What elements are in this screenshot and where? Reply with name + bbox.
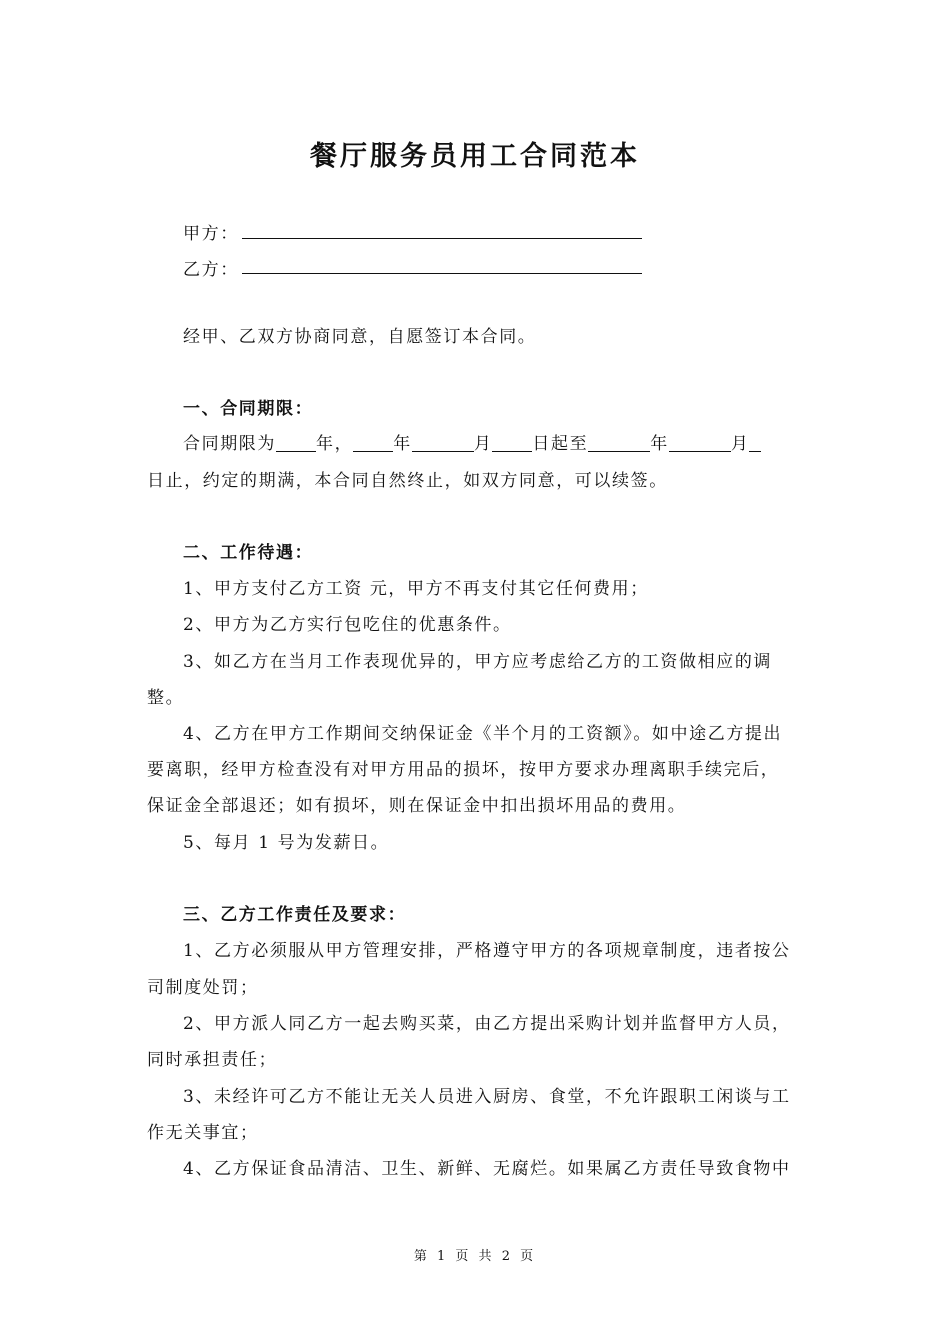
- blank-field: [412, 435, 474, 452]
- section3-item3-line2: 作无关事宜；: [147, 1123, 259, 1143]
- section2-item2: 2、甲方为乙方实行包吃住的优惠条件。: [183, 615, 512, 635]
- party-b-blank: [242, 272, 642, 274]
- party-a-label: 甲方：: [183, 224, 239, 244]
- section2-item1: 1、甲方支付乙方工资 元，甲方不再支付其它任何费用；: [183, 579, 649, 599]
- blank-field: [588, 435, 650, 452]
- section2-item4-line3: 保证金全部退还；如有损坏，则在保证金中扣出损坏用品的费用。: [147, 796, 687, 816]
- blank-field: [276, 435, 316, 452]
- section1-heading: 一、合同期限：: [183, 399, 314, 419]
- section2-item3-line1: 3、如乙方在当月工作表现优异的，甲方应考虑给乙方的工资做相应的调: [183, 652, 773, 672]
- blank-field: [353, 435, 393, 452]
- party-a-blank: [242, 237, 642, 239]
- section3-heading: 三、乙方工作责任及要求：: [183, 905, 407, 925]
- section3-item2-line1: 2、甲方派人同乙方一起去购买菜，由乙方提出采购计划并监督甲方人员，: [183, 1014, 791, 1034]
- section3-item1-line1: 1、乙方必须服从甲方管理安排，严格遵守甲方的各项规章制度，违者按公: [183, 941, 791, 961]
- blank-field: [492, 435, 532, 452]
- section2-item5: 5、每月 1 号为发薪日。: [183, 833, 390, 853]
- party-b-label: 乙方：: [183, 260, 239, 280]
- term-text: 年: [393, 434, 412, 454]
- blank-field: [749, 435, 761, 452]
- section3-item2-line2: 同时承担责任；: [147, 1050, 278, 1070]
- section2-item3-line2: 整。: [147, 688, 185, 708]
- term-text: 年: [650, 434, 669, 454]
- term-text: 月: [473, 434, 493, 454]
- term-line-2: 日止，约定的期满，本合同自然终止，如双方同意，可以续签。: [147, 471, 668, 491]
- term-text: 年，: [316, 434, 354, 454]
- section2-item4-line1: 4、乙方在甲方工作期间交纳保证金《半个月的工资额》。如中途乙方提出: [183, 724, 783, 744]
- term-text: 日起至: [532, 434, 589, 454]
- intro-paragraph: 经甲、乙双方协商同意，自愿签订本合同。: [183, 327, 537, 347]
- page-title: 餐厅服务员用工合同范本: [310, 141, 640, 172]
- section2-item4-line2: 要离职，经甲方检查没有对甲方用品的损坏，按甲方要求办理离职手续完后，: [147, 760, 780, 780]
- section3-item4-line1: 4、乙方保证食品清洁、卫生、新鲜、无腐烂。如果属乙方责任导致食物中: [183, 1159, 791, 1179]
- blank-field: [669, 435, 731, 452]
- section2-heading: 二、工作待遇：: [183, 543, 314, 563]
- term-text: 合同期限为: [183, 434, 276, 454]
- section3-item3-line1: 3、未经许可乙方不能让无关人员进入厨房、食堂，不允许跟职工闲谈与工: [183, 1087, 791, 1107]
- page-footer: 第 1 页 共 2 页: [413, 1249, 537, 1264]
- section3-item1-line2: 司制度处罚；: [147, 978, 259, 998]
- term-line: [183, 433, 807, 455]
- term-text: 月: [730, 434, 750, 454]
